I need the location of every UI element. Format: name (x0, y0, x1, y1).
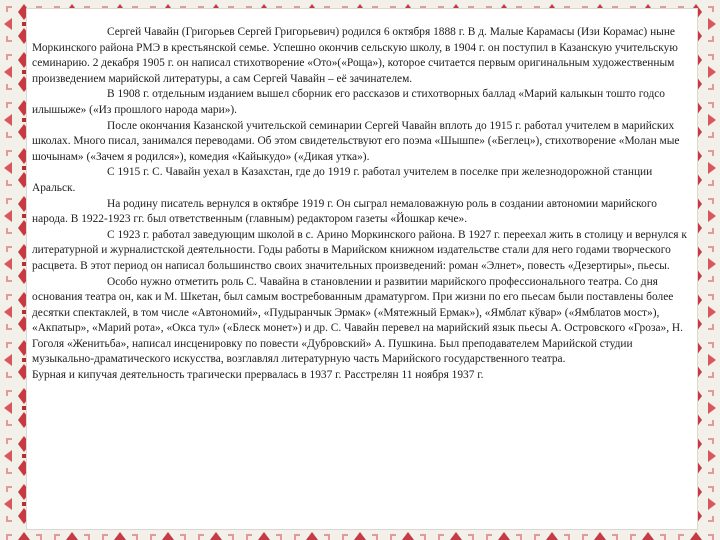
paragraph: С 1923 г. работал заведующим школой в с. Арино Моркинского района. В 1927 г. переехал жить в столицу и вернулся к литературной и журналистской деятельности. Годы работы в Марийском книжном издательстве стали для него годами творческого расцвета. В этот период он написал большинство своих значительных произведений: роман «Элнет», повесть «Дезертиры», пьесы. (32, 228, 687, 272)
article-body (32, 25, 692, 384)
paragraph: После окончания Казанской учительской семинарии Сергей Чавайн вплоть до 1915 г. работал учителем в марийских школах. Много писал, занимался переводами. Об этом свидетельствуют его поэма «Шышпе» («Беглец»), стихотворение «Молан мые шочынам» («Зачем я родился»), комедия «Кайыкудо» («Дикая утка»). (32, 119, 680, 163)
paragraph: Сергей Чавайн (Григорьев Сергей Григорьевич) родился 6 октября 1888 г. В д. Малые Карамасы (Изи Корамас) ныне Моркинского района РМЭ в крестьянской семье. Успешно окончив сельскую школу, в 1904 г. он поступил в Казанскую учительскую семинарию. 2 декабря 1905 г. он написал стихотворение «Ото»(«Роща»), которое считается первым оригинальным художественным произведением марийской литературы, а сам Сергей Чавайн – её зачинателем. (32, 26, 678, 85)
paragraph: В 1908 г. отдельным изданием вышел сборник его рассказов и стихотворных баллад «Марий калыкын тошто годсо илышыже» («Из прошлого народа мари»). (32, 88, 665, 116)
paragraph: Особо нужно отметить роль С. Чавайна в становлении и развитии марийского профессионального театра. Со дня основания театра он, как и М. Шкетан, был самым востребованным драматургом. При жизни по его пьесам были поставлены более десятки спектаклей, в том числе «Автономий», «Пудыранчык Эрмак» («Мятежный Ермак»), «Ямблат кўвар» («Ямблатов мост»), «Акпатыр», «Марий рота», «Окса тул» («Блеск монет») и др. С. Чавайн перевел на марийский язык пьесы А. Островского «Гроза», Н. Гоголя «Женитьба», написал инсценировку по повести «Дубровский» А. Пушкина. Был преподавателем Марийской студии музыкально-драматического искусства, возглавлял литературную часть Марийского государственного театра. (32, 275, 683, 366)
paragraph: На родину писатель вернулся в октябре 1919 г. Он сыграл немаловажную роль в создании автономии марийского народа. В 1922-1923 гг. был ответственным (главным) редактором газеты «Йошкар кече». (32, 197, 657, 226)
paragraph: С 1915 г. С. Чавайн уехал в Казахстан, где до 1919 г. работал учителем в поселке при железнодорожной станции Аральск. (32, 166, 653, 194)
paragraph: Бурная и кипучая деятельность трагически прервалась в 1937 г. Расстрелян 11 ноября 1937 г. (32, 369, 484, 382)
